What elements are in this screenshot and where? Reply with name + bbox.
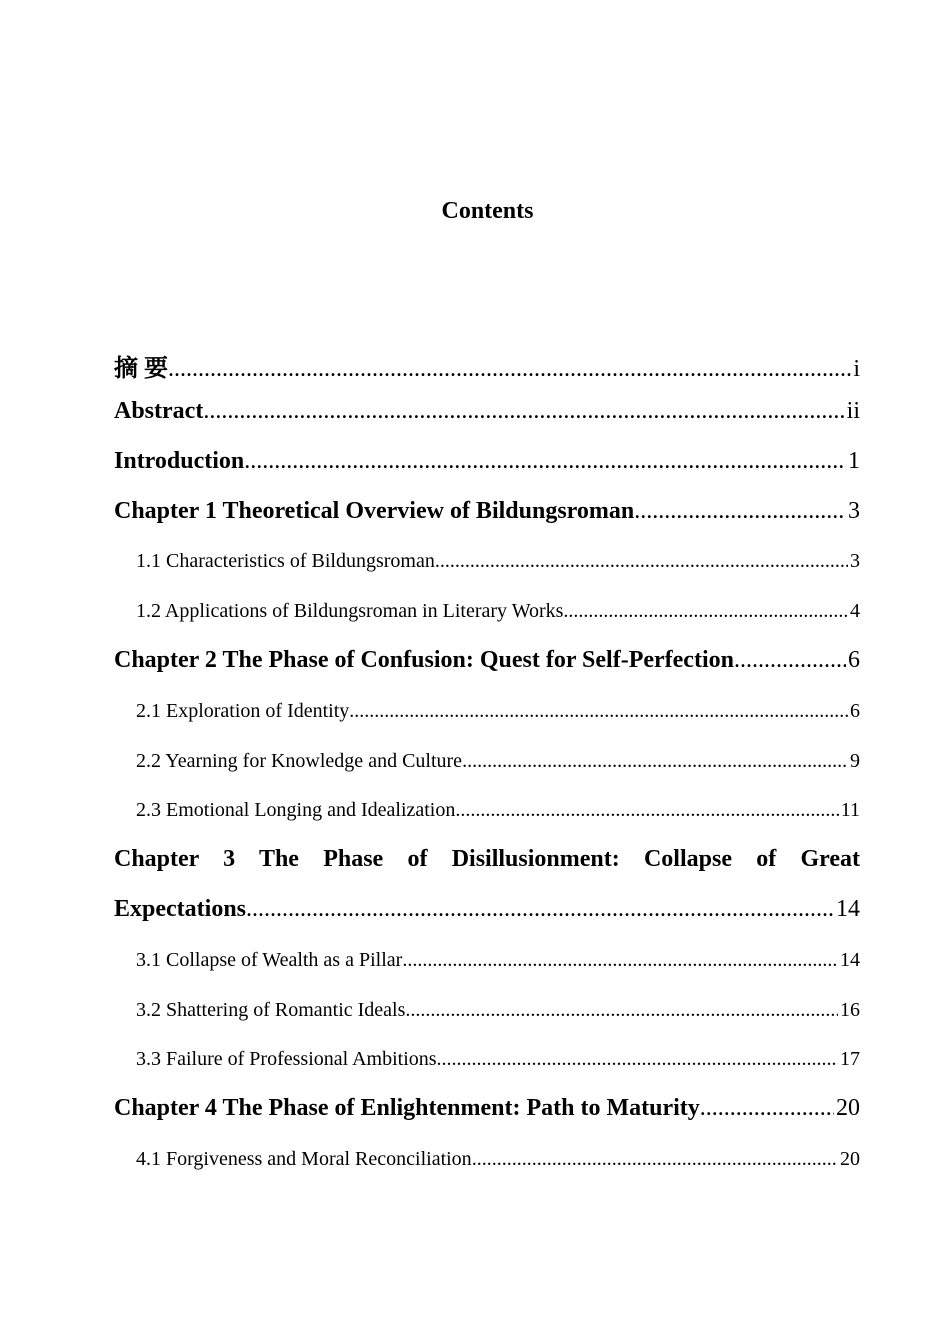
dot-leader (634, 498, 846, 525)
toc-entry-label: 摘 要 (114, 356, 168, 380)
toc-entry-abstract[interactable] (114, 398, 860, 430)
dot-leader (734, 647, 846, 674)
toc-entry-section-3-3[interactable] (136, 1048, 860, 1076)
dot-leader (700, 1095, 834, 1122)
toc-entry-label: Chapter 4 The Phase of Enlightenment: Path to Maturity (114, 1095, 700, 1121)
toc-page-number: 20 (836, 1095, 860, 1121)
toc-entry-section-4-1[interactable] (136, 1148, 860, 1176)
toc-entry-label: 2.2 Yearning for Knowledge and Culture (136, 750, 463, 772)
dot-leader (244, 448, 846, 475)
dot-leader (455, 799, 838, 822)
toc-entry-section-3-1[interactable] (136, 949, 860, 977)
toc-page-number: i (853, 356, 860, 380)
toc-page-number: 4 (850, 600, 860, 622)
toc-entry-section-1-2[interactable] (136, 600, 860, 628)
toc-entry-label: 3.3 Failure of Professional Ambitions (136, 1048, 437, 1070)
toc-entry-label: Expectations (114, 896, 246, 922)
dot-leader (435, 550, 848, 573)
toc-entry-section-2-2[interactable] (136, 750, 860, 778)
toc-entry-label: 2.3 Emotional Longing and Idealization (136, 799, 456, 821)
toc-entry-label: 3.1 Collapse of Wealth as a Pillar (136, 949, 403, 971)
dot-leader (405, 999, 838, 1022)
toc-page-number: 6 (848, 647, 860, 673)
dot-leader (437, 1048, 838, 1071)
toc-entry-label: Chapter 1 Theoretical Overview of Bildungsroman (114, 498, 635, 524)
dot-leader (462, 750, 848, 773)
dot-leader (203, 398, 844, 425)
toc-page-number: 20 (840, 1148, 860, 1170)
dot-leader (349, 700, 848, 723)
toc-page-number: 17 (840, 1048, 860, 1070)
toc-entry-section-2-3[interactable] (136, 799, 860, 827)
toc-entry-zhaiyao[interactable] (114, 348, 860, 380)
toc-entry-label: 1.1 Characteristics of Bildungsroman (136, 550, 435, 572)
toc-entry-section-1-1[interactable] (136, 550, 860, 578)
toc-page-number: 9 (850, 750, 860, 772)
toc-page-number: 3 (848, 498, 860, 524)
toc-entry-chapter-2[interactable] (114, 647, 860, 679)
toc-entry-label: 2.1 Exploration of Identity (136, 700, 350, 722)
toc-page-number: 16 (840, 999, 860, 1021)
toc-entry-label: Abstract (114, 398, 204, 424)
toc-entry-chapter-4[interactable] (114, 1095, 860, 1127)
toc-entry-label: 4.1 Forgiveness and Moral Reconciliation (136, 1148, 472, 1170)
toc-entry-chapter-3[interactable] (114, 896, 860, 928)
toc-page-number: ii (846, 398, 860, 424)
toc-page-number: 14 (836, 896, 860, 922)
toc-entry-label: 1.2 Applications of Bildungsroman in Literary Works (136, 600, 564, 622)
toc-entry-section-3-2[interactable] (136, 999, 860, 1027)
toc-entry-label: 3.2 Shattering of Romantic Ideals (136, 999, 406, 1021)
page-title: Contents (441, 198, 534, 224)
toc-page-number: 14 (840, 949, 860, 971)
dot-leader (168, 356, 851, 380)
toc-entry-section-2-1[interactable] (136, 700, 860, 728)
toc-entry-chapter-1[interactable] (114, 498, 860, 530)
toc-page-number: 11 (840, 799, 860, 821)
toc-entry-label: Introduction (114, 448, 245, 474)
dot-leader (402, 949, 838, 972)
dot-leader (472, 1148, 838, 1171)
toc-page-number: 1 (848, 448, 860, 474)
toc-page-number: 3 (850, 550, 860, 572)
toc-entry-introduction[interactable] (114, 448, 860, 480)
toc-page-number: 6 (850, 700, 860, 722)
toc-entry-label: Chapter 2 The Phase of Confusion: Quest for Self-Perfection (114, 647, 734, 673)
toc-entry-chapter-3-line1[interactable]: Chapter 3 The Phase of Disillusionment: Collapse of Great (114, 846, 860, 872)
dot-leader (246, 896, 834, 923)
dot-leader (563, 600, 848, 623)
